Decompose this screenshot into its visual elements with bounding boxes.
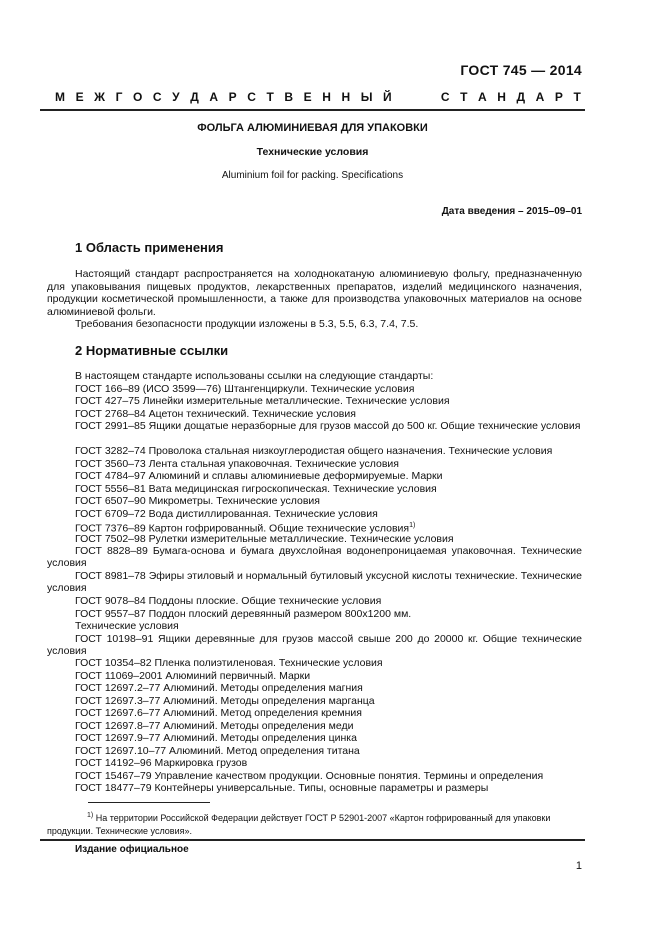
section-2-heading: 2 Нормативные ссылки xyxy=(75,343,229,358)
reference-item: ГОСТ 12697.6–77 Алюминий. Метод определения кремния xyxy=(75,707,362,719)
banner-letter: О xyxy=(133,90,143,104)
reference-item: ГОСТ 18477–79 Контейнеры универсальные. Типы, основные параметры и размеры xyxy=(75,782,489,794)
footnote xyxy=(47,809,582,838)
reference-item: ГОСТ 12697.3–77 Алюминий. Методы определения марганца xyxy=(75,694,375,707)
banner-letter: С xyxy=(152,90,162,104)
banner-letter: Д xyxy=(516,90,526,104)
banner-letter: Н xyxy=(322,90,331,104)
banner-letter: Р xyxy=(554,90,563,104)
reference-item: ГОСТ 8981–78 Эфиры этиловый и нормальный бутиловый уксусной кислоты технические. Технические условия xyxy=(47,570,582,595)
interstate-standard-banner xyxy=(55,90,581,104)
reference-item: ГОСТ 166–89 (ИСО 3599—76) Штангенциркули. Технические условия xyxy=(75,382,415,395)
banner-letter: С xyxy=(440,90,450,104)
banner-letter: А xyxy=(478,90,487,104)
standard-number: ГОСТ 745 — 2014 xyxy=(460,62,582,78)
banner-letter: Т xyxy=(266,90,274,104)
banner-letter: Н xyxy=(341,90,351,104)
banner-letter: М xyxy=(55,90,65,104)
banner-letter: Н xyxy=(497,90,506,104)
banner-letter: Ж xyxy=(94,90,106,104)
section-1-body xyxy=(47,268,582,331)
reference-item: Технические условия xyxy=(75,620,179,632)
reference-item: ГОСТ 2991–85 Ящики дощатые неразборные для грузов массой до 500 кг. Общие технические условия xyxy=(75,420,581,432)
document-title: ФОЛЬГА АЛЮМИНИЕВАЯ ДЛЯ УПАКОВКИ xyxy=(197,122,428,134)
banner-gap xyxy=(402,90,430,104)
banner-letter: Т xyxy=(573,90,581,104)
reference-item: ГОСТ 2768–84 Ацетон технический. Технические условия xyxy=(75,407,356,420)
document-subtitle: Технические условия xyxy=(256,146,369,158)
banner-letter: Е xyxy=(75,90,84,104)
reference-item: ГОСТ 15467–79 Управление качеством продукции. Основные понятия. Термины и определения xyxy=(75,769,544,782)
footnote-body xyxy=(47,809,582,838)
banner-letter: С xyxy=(247,90,256,104)
footer-divider xyxy=(40,839,585,841)
official-edition-label: Издание официальное xyxy=(75,844,189,855)
reference-item: ГОСТ 10198–91 Ящики деревянные для грузов массой свыше 200 до 20000 кг. Общие технические условия xyxy=(47,632,582,657)
reference-item: ГОСТ 5556–81 Вата медицинская гигроскопическая. Технические условия xyxy=(75,482,437,495)
banner-letter: Ы xyxy=(360,90,373,104)
header-divider xyxy=(40,109,585,111)
reference-item: ГОСТ 11069–2001 Алюминий первичный. Марки xyxy=(75,669,311,682)
reference-item: ГОСТ 427–75 Линейки измерительные металлические. Технические условия xyxy=(75,395,450,407)
banner-letter: Е xyxy=(303,90,312,104)
reference-item: ГОСТ 4784–97 Алюминий и сплавы алюминиевые деформируемые. Марки xyxy=(75,470,443,482)
page-number: 1 xyxy=(575,860,582,872)
reference-item: ГОСТ 12697.2–77 Алюминий. Методы определения магния xyxy=(75,682,363,694)
references-intro: В настоящем стандарте использованы ссылки на следующие стандарты: xyxy=(75,370,434,382)
reference-item: ГОСТ 9078–84 Поддоны плоские. Общие технические условия xyxy=(75,595,382,607)
reference-item: ГОСТ 3282–74 Проволока стальная низкоуглеродистая общего назначения. Технические условия xyxy=(75,445,553,457)
reference-item: ГОСТ 12697.10–77 Алюминий. Метод определения титана xyxy=(75,744,360,757)
reference-item: ГОСТ 3560–73 Лента стальная упаковочная. Технические условия xyxy=(75,457,399,470)
reference-item: ГОСТ 6507–90 Микрометры. Технические условия xyxy=(75,495,320,507)
reference-item: ГОСТ 9557–87 Поддон плоский деревянный размером 800х1200 мм. xyxy=(75,607,412,620)
footnote-divider xyxy=(88,802,210,803)
reference-item: ГОСТ 6709–72 Вода дистиллированная. Технические условия xyxy=(75,507,378,520)
section-1-heading: 1 Область применения xyxy=(75,240,224,255)
document-title-english: Aluminium foil for packing. Specifications xyxy=(221,170,404,181)
reference-item: ГОСТ 8828–89 Бумага-основа и бумага двухслойная водонепроницаемая упаковочная. Технические условия xyxy=(47,545,582,570)
reference-item: ГОСТ 14192–96 Маркировка грузов xyxy=(75,757,248,769)
safety-paragraph: Требования безопасности продукции изложены в 5.3, 5.5, 6.3, 7.4, 7.5. xyxy=(75,318,419,331)
reference-item: ГОСТ 10354–82 Пленка полиэтиленовая. Технические условия xyxy=(75,657,383,669)
banner-letter: Д xyxy=(190,90,199,104)
banner-letter: Г xyxy=(115,90,123,104)
banner-letter: А xyxy=(535,90,545,104)
banner-letter: А xyxy=(209,90,219,104)
footnote-text: На территории Российской Федерации действует ГОСТ Р 52901-2007 «Картон гофрированный для упаковки продукции. Технические условия». xyxy=(47,813,551,836)
banner-letter: У xyxy=(172,90,180,104)
banner-letter: Р xyxy=(228,90,237,104)
reference-item: ГОСТ 12697.8–77 Алюминий. Методы определения меди xyxy=(75,719,354,732)
banner-letter: Й xyxy=(383,90,392,104)
introduction-date: Дата введения – 2015–09–01 xyxy=(441,206,582,217)
footnote-marker: 1) xyxy=(409,522,416,529)
reference-text: ГОСТ 7376–89 Картон гофрированный. Общие технические условия xyxy=(75,522,410,535)
banner-letter: В xyxy=(284,90,294,104)
scope-paragraph: Настоящий стандарт распространяется на холоднокатаную алюминиевую фольгу, предназначенную для упаковывания пищевых продуктов, лекарственных препаратов, изделий медицинского назначения, продукции косметической промышленности, а также для производства упаковочных материалов на основе алюминиевой фольги. xyxy=(47,268,582,318)
reference-item: ГОСТ 7502–98 Рулетки измерительные металлические. Технические условия xyxy=(75,532,454,545)
reference-item: ГОСТ 12697.9–77 Алюминий. Методы определения цинка xyxy=(75,732,357,744)
banner-letter: Т xyxy=(460,90,468,104)
footnote-marker: 1) xyxy=(87,812,94,819)
